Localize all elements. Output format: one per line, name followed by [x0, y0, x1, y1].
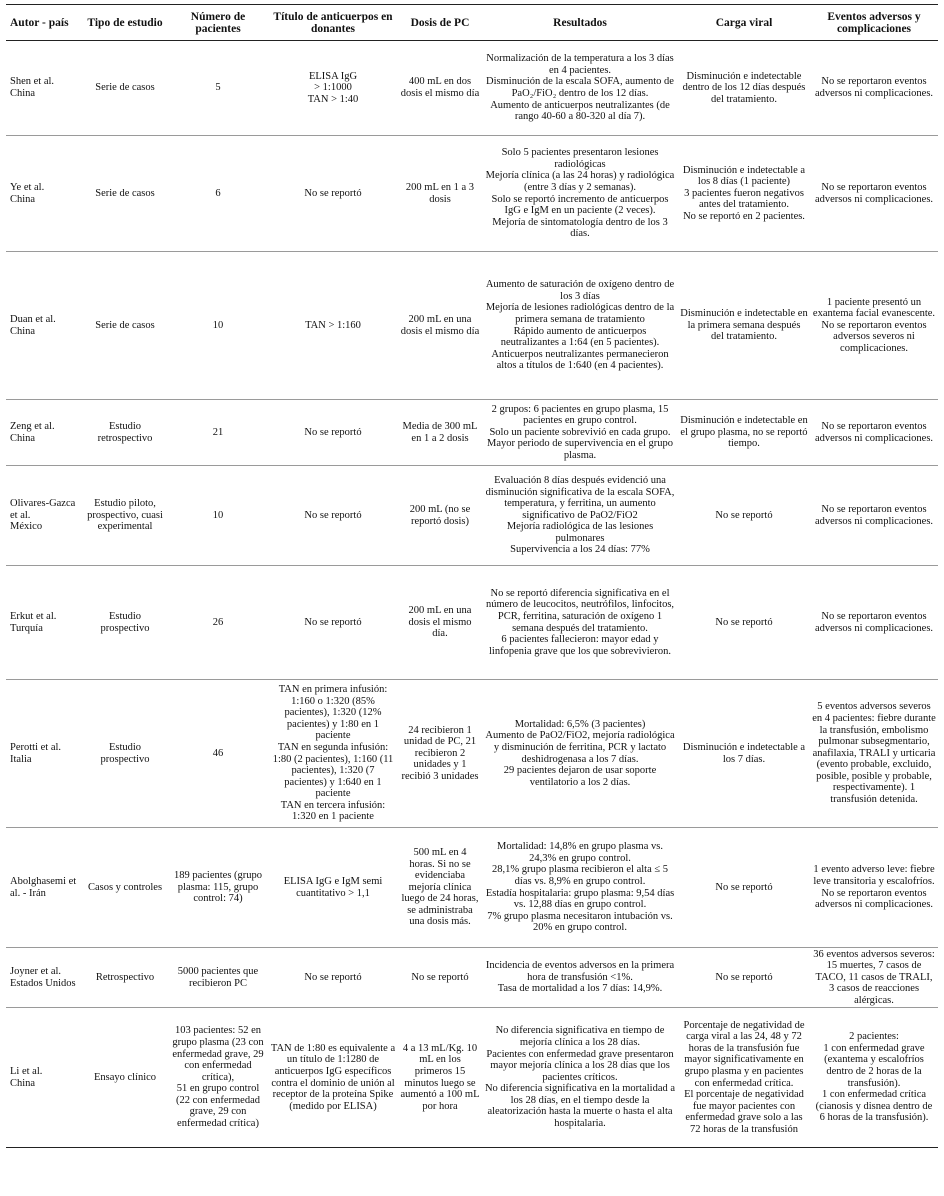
patient-count-cell: 10 — [168, 252, 268, 400]
table-row — [6, 41, 938, 136]
adverse-events-cell: No se reportaron eventos adversos ni complicaciones. — [810, 566, 938, 680]
antibody-titer-cell: No se reportó — [268, 948, 398, 1008]
antibody-titer-cell: No se reportó — [268, 566, 398, 680]
study-type-cell: Estudio prospectivo — [82, 566, 168, 680]
pc-dose-cell: 200 mL en 1 a 3 dosis — [398, 136, 482, 252]
author-country-cell: Abolghasemi et al. - Irán — [6, 828, 82, 948]
author-country-cell: Olivares-Gazca et al. México — [6, 466, 82, 566]
patient-count-cell: 21 — [168, 400, 268, 466]
study-type-cell: Serie de casos — [82, 41, 168, 136]
pc-dose-cell: 500 mL en 4 horas. Si no se evidenciaba mejoría clínica luego de 24 horas, se administraba una dosis más. — [398, 828, 482, 948]
table-row — [6, 948, 938, 1008]
table-row — [6, 680, 938, 828]
author-country-cell: Perotti et al. Italia — [6, 680, 82, 828]
antibody-titer-cell: TAN de 1:80 es equivalente a un título de 1:1280 de anticuerpos IgG específicos contra el dominio de unión al receptor de la proteína Spike (medido por ELISA) — [268, 1008, 398, 1148]
patient-count-cell: 6 — [168, 136, 268, 252]
study-type-cell: Serie de casos — [82, 252, 168, 400]
author-country-cell: Ye et al. China — [6, 136, 82, 252]
table-row — [6, 400, 938, 466]
viral-load-cell: No se reportó — [678, 466, 810, 566]
viral-load-cell: Disminución e indetectable a los 8 días (1 paciente) 3 pacientes fueron negativos antes del tratamiento. No se reportó en 2 pacientes. — [678, 136, 810, 252]
adverse-events-cell: No se reportaron eventos adversos ni complicaciones. — [810, 466, 938, 566]
results-cell: Aumento de saturación de oxígeno dentro de los 3 días Mejoría de lesiones radiológicas dentro de la primera semana de tratamiento Rápido aumento de anticuerpos neutralizantes a 1:64 (en 5 pacientes). Anticuerpos neutralizantes permanecieron altos a títulos de 1:640 (en 4 pacientes). — [482, 252, 678, 400]
viral-load-cell: Disminución e indetectable en la primera semana después del tratamiento. — [678, 252, 810, 400]
pc-dose-cell: 200 mL en una dosis el mismo día. — [398, 566, 482, 680]
study-type-cell: Ensayo clínico — [82, 1008, 168, 1148]
author-country-cell: Erkut et al. Turquía — [6, 566, 82, 680]
table-row — [6, 466, 938, 566]
adverse-events-cell: 5 eventos adversos severos en 4 pacientes: fiebre durante la transfusión, embolismo pulmonar subsegmentario, anafilaxia, TRALI y urticaria (evento probable, excluido, posible, posible y probable, respectivamente). 1 transfusión detenida. — [810, 680, 938, 828]
author-country-cell: Joyner et al. Estados Unidos — [6, 948, 82, 1008]
patient-count-cell: 103 pacientes: 52 en grupo plasma (23 con enfermedad grave, 29 con enfermedad crítica), 51 en grupo control (22 con enfermedad grave, 29 con enfermedad crítica) — [168, 1008, 268, 1148]
viral-load-cell: Disminución e indetectable en el grupo plasma, no se reportó tiempo. — [678, 400, 810, 466]
antibody-titer-cell: ELISA IgG > 1:1000 TAN > 1:40 — [268, 41, 398, 136]
adverse-events-cell: No se reportaron eventos adversos ni complicaciones. — [810, 41, 938, 136]
results-cell: Incidencia de eventos adversos en la primera hora de transfusión <1%. Tasa de mortalidad a los 7 días: 14,9%. — [482, 948, 678, 1008]
adverse-events-cell: 1 paciente presentó un exantema facial evanescente. No se reportaron eventos adversos severos ni complicaciones. — [810, 252, 938, 400]
table-header-row — [6, 5, 938, 41]
header-results: Resultados — [482, 5, 678, 41]
antibody-titer-cell: ELISA IgG e IgM semi cuantitativo > 1,1 — [268, 828, 398, 948]
viral-load-cell: Porcentaje de negatividad de carga viral a las 24, 48 y 72 horas de la transfusión fue mayor significativamente en grupo plasma y en pacientes con enfermedad crítica. El porcentaje de negatividad fue mayor pacientes con enfermedad grave solo a las 72 horas de la transfusión — [678, 1008, 810, 1148]
antibody-titer-cell: No se reportó — [268, 466, 398, 566]
study-type-cell: Estudio retrospectivo — [82, 400, 168, 466]
viral-load-cell: No se reportó — [678, 828, 810, 948]
viral-load-cell: No se reportó — [678, 566, 810, 680]
patient-count-cell: 46 — [168, 680, 268, 828]
results-cell: Evaluación 8 días después evidenció una disminución significativa de la escala SOFA, temperatura, y ferritina, un aumento significativo de PaO2/FiO2 Mejoría radiológica de las lesiones pulmonares Supervivencia a los 24 días: 77% — [482, 466, 678, 566]
results-cell: 2 grupos: 6 pacientes en grupo plasma, 15 pacientes en grupo control. Solo un paciente sobrevivió en cada grupo. Mayor periodo de supervivencia en el grupo plasma. — [482, 400, 678, 466]
study-type-cell: Retrospectivo — [82, 948, 168, 1008]
header-patient-count: Número de pacientes — [168, 5, 268, 41]
header-viral-load: Carga viral — [678, 5, 810, 41]
adverse-events-cell: 36 eventos adversos severos: 15 muertes, 7 casos de TACO, 11 casos de TRALI, 3 casos de reacciones alérgicas. — [810, 948, 938, 1008]
header-author-country: Autor - país — [6, 5, 82, 41]
patient-count-cell: 26 — [168, 566, 268, 680]
study-type-cell: Estudio prospectivo — [82, 680, 168, 828]
studies-table — [6, 4, 938, 1148]
header-study-type: Tipo de estudio — [82, 5, 168, 41]
adverse-events-cell: 1 evento adverso leve: fiebre leve transitoria y escalofríos. No se reportaron eventos adversos ni complicaciones. — [810, 828, 938, 948]
patient-count-cell: 5000 pacientes que recibieron PC — [168, 948, 268, 1008]
patient-count-cell: 189 pacientes (grupo plasma: 115, grupo control: 74) — [168, 828, 268, 948]
header-adverse-events: Eventos adversos y complicaciones — [810, 5, 938, 41]
studies-table-container — [6, 4, 938, 1148]
viral-load-cell: Disminución e indetectable a los 7 días. — [678, 680, 810, 828]
results-cell: No diferencia significativa en tiempo de mejoría clínica a los 28 días. Pacientes con enfermedad grave presentaron mayor mejoría clínica a los 28 días que los pacientes críticos. No diferencia significativa en la mortalidad a los 28 días, en el tiempo desde la aleatorización hasta la muerte o hasta el alta hospitalaria. — [482, 1008, 678, 1148]
pc-dose-cell: Media de 300 mL en 1 a 2 dosis — [398, 400, 482, 466]
results-cell: Solo 5 pacientes presentaron lesiones radiológicas Mejoría clínica (a las 24 horas) y radiológica (entre 3 días y 2 semanas). Solo se reportó incremento de anticuerpos IgG e IgM en un paciente (2 veces). Mejoría de sintomatología dentro de los 3 días. — [482, 136, 678, 252]
antibody-titer-cell: No se reportó — [268, 136, 398, 252]
adverse-events-cell: No se reportaron eventos adversos ni complicaciones. — [810, 136, 938, 252]
study-type-cell: Estudio piloto, prospectivo, cuasi experimental — [82, 466, 168, 566]
patient-count-cell: 10 — [168, 466, 268, 566]
author-country-cell: Duan et al. China — [6, 252, 82, 400]
pc-dose-cell: 4 a 13 mL/Kg. 10 mL en los primeros 15 minutos luego se aumentó a 100 mL por hora — [398, 1008, 482, 1148]
table-body — [6, 41, 938, 1148]
results-cell: Mortalidad: 6,5% (3 pacientes) Aumento de PaO2/FiO2, mejoría radiológica y disminución de ferritina, PCR y lactato deshidrogenasa a los 7 días. 29 pacientes dejaron de usar soporte ventilatorio a los 2 días. — [482, 680, 678, 828]
table-row — [6, 566, 938, 680]
adverse-events-cell: 2 pacientes: 1 con enfermedad grave (exantema y escalofríos dentro de 2 horas de la transfusión). 1 con enfermedad crítica (cianosis y disnea dentro de 6 horas de la transfusión). — [810, 1008, 938, 1148]
study-type-cell: Casos y controles — [82, 828, 168, 948]
pc-dose-cell: No se reportó — [398, 948, 482, 1008]
table-row — [6, 252, 938, 400]
results-cell: Normalización de la temperatura a los 3 días en 4 pacientes. Disminución de la escala SOFA, aumento de PaO₂/FiO₂ dentro de los 12 días. Aumento de anticuerpos neutralizantes (de rango 40-60 a 80-320 al día 7). — [482, 41, 678, 136]
pc-dose-cell: 24 recibieron 1 unidad de PC, 21 recibieron 2 unidades y 1 recibió 3 unidades — [398, 680, 482, 828]
table-row — [6, 136, 938, 252]
antibody-titer-cell: TAN en primera infusión: 1:160 o 1:320 (85% pacientes), 1:320 (12% pacientes) y 1:80 en 1 paciente TAN en segunda infusión: 1:80 (2 pacientes), 1:160 (11 pacientes), 1:320 (7 pacientes) y 1:640 en 1 paciente TAN en tercera infusión: 1:320 en 1 paciente — [268, 680, 398, 828]
results-cell: Mortalidad: 14,8% en grupo plasma vs. 24,3% en grupo control. 28,1% grupo plasma recibieron el alta ≤ 5 días vs. 8,9% en grupo control. Estadía hospitalaria: grupo plasma: 9,54 días vs. 12,88 días en grupo control. 7% grupo plasma necesitaron intubación vs. 20% en grupo control. — [482, 828, 678, 948]
header-pc-dose: Dosis de PC — [398, 5, 482, 41]
pc-dose-cell: 200 mL en una dosis el mismo día — [398, 252, 482, 400]
adverse-events-cell: No se reportaron eventos adversos ni complicaciones. — [810, 400, 938, 466]
table-row — [6, 1008, 938, 1148]
author-country-cell: Shen et al. China — [6, 41, 82, 136]
antibody-titer-cell: TAN > 1:160 — [268, 252, 398, 400]
author-country-cell: Li et al. China — [6, 1008, 82, 1148]
table-row — [6, 828, 938, 948]
pc-dose-cell: 400 mL en dos dosis el mismo día — [398, 41, 482, 136]
author-country-cell: Zeng et al. China — [6, 400, 82, 466]
pc-dose-cell: 200 mL (no se reportó dosis) — [398, 466, 482, 566]
study-type-cell: Serie de casos — [82, 136, 168, 252]
header-antibody-titer: Título de anticuerpos en donantes — [268, 5, 398, 41]
viral-load-cell: No se reportó — [678, 948, 810, 1008]
results-cell: No se reportó diferencia significativa en el número de leucocitos, neutrófilos, linfocitos, PCR, ferritina, saturación de oxígeno 1 semana después del tratamiento. 6 pacientes fallecieron: mayor edad y linfopenia grave que los que sobrevivieron. — [482, 566, 678, 680]
viral-load-cell: Disminución e indetectable dentro de los 12 días después del tratamiento. — [678, 41, 810, 136]
patient-count-cell: 5 — [168, 41, 268, 136]
antibody-titer-cell: No se reportó — [268, 400, 398, 466]
